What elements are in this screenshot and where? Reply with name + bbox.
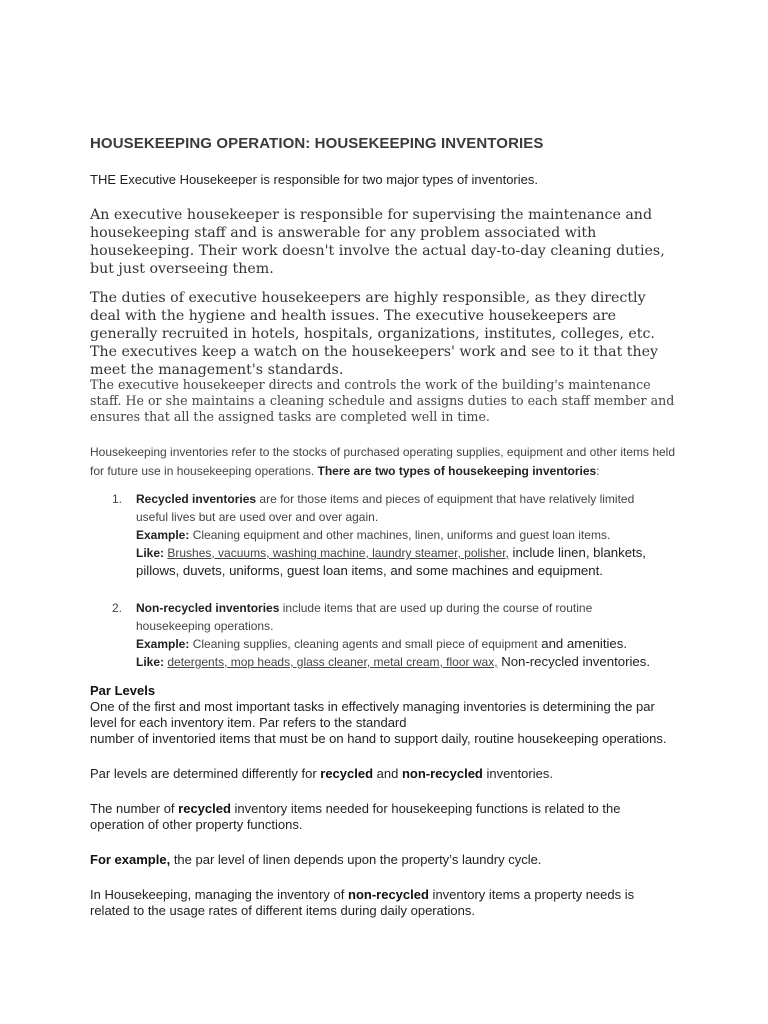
- text-emphasis: non-recycled: [401, 766, 483, 781]
- text-emphasis: non-recycled: [348, 887, 429, 902]
- like-rest: Non-recycled inventories.: [497, 654, 650, 669]
- text-run: the par level of linen depends upon the property’s laundry cycle.: [170, 852, 542, 867]
- list-title: Recycled inventories: [136, 492, 257, 506]
- par-determined-paragraph: [90, 766, 690, 782]
- non-recycled-paragraph: [90, 887, 690, 919]
- paragraph-supervision: An executive housekeeper is responsible for supervising the maintenance and housekeeping staff and is answerable for any problem associated with housekeeping. Their work doesn't involve the actual day-to-day cleaning duties, but just overseeing them.: [90, 207, 665, 277]
- example-text: Cleaning equipment and other machines, linen, uniforms and guest loan items.: [189, 528, 611, 542]
- list-item-recycled: [112, 490, 672, 580]
- list-desc: include items that are used up during the course of routine: [279, 601, 593, 615]
- text-run: Par levels are determined differently for: [90, 766, 321, 781]
- paragraph-duties: The duties of executive housekeepers are highly responsible, as they directly deal with the hygiene and health issues. The executive housekeepers are generally recruited in hotels, hospitals, organizations, institutes, colleges, etc. The executives keep a watch on the housekeepers' work and see to it that they meet the management's standards.: [90, 290, 659, 378]
- list-desc-cont: useful lives but are used over and over again.: [136, 510, 379, 524]
- text-run: inventories.: [482, 766, 553, 781]
- like-underlined: Brushes, vacuums, washing machine, laundry steamer, polisher,: [167, 546, 509, 560]
- text-run: The number of: [90, 801, 179, 816]
- like-label: Like:: [136, 655, 165, 669]
- text-run: inventory items needed for housekeeping functions is related to the: [230, 801, 621, 816]
- page-title: HOUSEKEEPING OPERATION: HOUSEKEEPING INVENTORIES: [90, 135, 544, 152]
- par-line: level for each inventory item. Par refers to the standard: [90, 715, 407, 730]
- text-run: operation of other property functions.: [90, 817, 303, 832]
- text-run: In Housekeeping, managing the inventory of: [90, 887, 349, 902]
- text-run: and: [373, 766, 402, 781]
- par-levels-intro: [90, 683, 690, 747]
- intro-text: THE Executive Housekeeper is responsible for two major types of inventories.: [90, 172, 538, 187]
- par-line: number of inventoried items that must be on hand to support daily, routine housekeeping operations.: [90, 731, 667, 746]
- definition-text: Housekeeping inventories refer to the stocks of purchased operating supplies, equipment and other items held for future use in housekeeping operations.: [90, 445, 676, 478]
- list-desc-cont: housekeeping operations.: [136, 619, 274, 633]
- text-run: inventory items a property needs is: [428, 887, 635, 902]
- text-emphasis: recycled: [178, 801, 231, 816]
- like-underlined: detergents, mop heads, glass cleaner, metal cream, floor wax,: [167, 655, 498, 669]
- example-extra: and amenities.: [537, 636, 628, 651]
- list-number: 1.: [112, 492, 123, 506]
- like-rest: include linen, blankets,: [508, 545, 646, 560]
- par-line: One of the first and most important tasks in effectively managing inventories is determining the par: [90, 699, 655, 714]
- like-continued: pillows, duvets, uniforms, guest loan items, and some machines and equipment.: [136, 563, 603, 578]
- definition-emphasis: There are two types of housekeeping inventories: [317, 464, 597, 478]
- list-desc: are for those items and pieces of equipment that have relatively limited: [256, 492, 635, 506]
- inventory-definition: [90, 443, 690, 481]
- text-emphasis: For example,: [90, 852, 171, 867]
- list-title: Non-recycled inventories: [136, 601, 280, 615]
- example-label: Example:: [136, 637, 190, 651]
- par-levels-title: Par Levels: [90, 683, 156, 698]
- like-label: Like:: [136, 546, 165, 560]
- example-label: Example:: [136, 528, 190, 542]
- example-paragraph: [90, 852, 690, 868]
- paragraph-maintenance: The executive housekeeper directs and controls the work of the building's maintenance staff. He or she maintains a cleaning schedule and assigns duties to each staff member and ensures that all the assigned tasks are completed well in time.: [90, 377, 675, 424]
- text-emphasis: recycled: [320, 766, 374, 781]
- text-run: related to the usage rates of different items during daily operations.: [90, 903, 475, 918]
- example-text: Cleaning supplies, cleaning agents and small piece of equipment: [189, 637, 538, 651]
- list-item-non-recycled: [112, 599, 672, 671]
- recycled-number-paragraph: [90, 801, 690, 833]
- list-number: 2.: [112, 601, 123, 615]
- definition-colon: :: [596, 464, 600, 478]
